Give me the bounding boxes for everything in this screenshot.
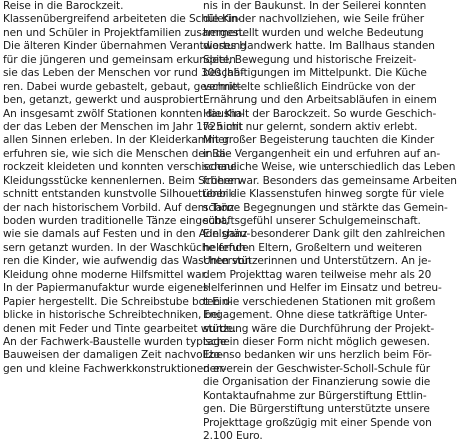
text-line: Papier hergestellt. Die Schreibstube bot Ein-	[3, 295, 232, 308]
text-line: beschäftigungen im Mittelpunkt. Die Küche	[203, 67, 427, 80]
text-line: tage in dieser Form nicht möglich gewesen.	[203, 335, 430, 348]
text-line: Haushalt der Barockzeit. So wurde Geschich-	[203, 107, 437, 120]
text-line: te nicht nur gelernt, sondern aktiv erlebt.	[203, 120, 418, 133]
text-line: gen. Die Bürgerstiftung unterstützte unsere	[203, 403, 430, 416]
text-line: denen mit Feder und Tinte gearbeitet wurde.	[3, 322, 237, 335]
article-column-left	[3, 0, 252, 400]
text-line: ten die verschiedenen Stationen mit großem	[203, 295, 436, 308]
text-line: sern getanzt wurden. In der Waschküche erfuh-	[3, 241, 250, 254]
text-line: Projekttage großzügig mit einer Spende von	[203, 416, 432, 429]
text-line: erfuhren sie, wie sich die Menschen der Ba-	[3, 147, 230, 160]
text-line: Die älteren Kinder übernahmen Verantwortung	[3, 40, 247, 53]
text-line: wie sie damals auf Festen und in den Adelshäu-	[3, 228, 251, 241]
text-line: für die jüngeren und gemeinsam erkundeten	[3, 53, 236, 66]
article-column-right	[203, 0, 457, 442]
text-line: dem Projekttag waren teilweise mehr als 20	[203, 268, 432, 281]
text-line: ben, getanzt, gewerkt und ausprobiert.	[3, 94, 207, 107]
text-line: ren die Kinder, wie aufwendig das Waschen von	[3, 255, 252, 268]
text-line: vermittelte schließlich Eindrücke von der	[203, 80, 416, 93]
text-line: der das Leben der Menschen im Jahr 1725 mit	[3, 120, 243, 133]
text-line: schöne Begegnungen und stärkte das Gemein-	[203, 201, 448, 214]
text-line: früher war. Besonders das gemeinsame Arbeiten	[203, 174, 457, 187]
text-line: Ein ganz besonderer Dank gilt den zahlreichen	[203, 228, 446, 241]
paragraph	[3, 282, 237, 376]
paragraph	[203, 134, 457, 228]
paragraph	[203, 0, 437, 134]
text-line: schnitt entstanden kunstvolle Silhouettenbil-	[3, 188, 236, 201]
text-line: helfenden Eltern, Großeltern und weiteren	[203, 241, 423, 254]
text-line: die Kinder nachvollziehen, wie Seile früher	[203, 13, 424, 26]
text-line: dieses Handwerk hatte. Im Ballhaus standen	[203, 40, 435, 53]
text-line: schauliche Weise, wie unterschiedlich das Leben	[203, 161, 456, 174]
text-line: über die Klassenstufen hinweg sorgte für viele	[203, 188, 445, 201]
text-line: Engagement. Ohne diese tatkräftige Unter-	[203, 309, 428, 322]
text-line: 2.100 Euro.	[203, 430, 263, 442]
text-line: schaftsgefühl unserer Schulgemeinschaft.	[203, 215, 421, 227]
paragraph	[3, 107, 252, 283]
paragraph	[203, 228, 446, 349]
text-line: nen und Schüler in Projektfamilien zusammen.	[3, 26, 245, 39]
text-line: boden wurden traditionelle Tänze eingeübt,	[3, 215, 229, 227]
text-line: Bauweisen der damaligen Zeit nachvollzo-	[3, 349, 224, 362]
text-line: Reise in die Barockzeit.	[3, 0, 124, 12]
text-line: An der Fachwerk-Baustelle wurden typische	[3, 335, 230, 348]
text-line: Mit großer Begeisterung tauchten die Kinder	[203, 134, 435, 147]
paragraph	[203, 349, 432, 443]
text-line: derverein der Geschwister-Scholl-Schule für	[203, 362, 430, 375]
text-line: Kleidungsstücke kennenlernen. Beim Scheren-	[3, 174, 245, 187]
text-line: gen und kleine Fachwerkkonstruktionen er-	[3, 362, 227, 375]
text-line: Kontaktaufnahme zur Bürgerstiftung Ettlin-	[203, 389, 427, 402]
paragraph	[3, 0, 198, 13]
text-line: rockzeit kleideten und konnten verschiedene	[3, 161, 237, 174]
text-line: nis in der Baukunst. In der Seilerei konnten	[203, 0, 427, 12]
text-line: Helferinnen und Helfer im Einsatz und betreu-	[203, 282, 442, 295]
text-line: Unterstützerinnen und Unterstützern. An je-	[203, 255, 432, 268]
text-line: An insgesamt zwölf Stationen konnten die Kin-	[3, 107, 245, 120]
text-line: allen Sinnen erleben. In der Kleiderkammer	[3, 134, 229, 147]
text-line: Ernährung und den Arbeitsabläufen in einem	[203, 94, 437, 107]
text-line: Kleidung ohne moderne Hilfsmittel war.	[3, 268, 209, 281]
text-line: In der Papiermanufaktur wurde eigenes	[3, 282, 209, 295]
paragraph	[3, 13, 247, 107]
text-line: Ebenso bedanken wir uns herzlich beim För-	[203, 349, 432, 362]
text-line: sie das Leben der Menschen vor rund 300 Jah-	[3, 67, 244, 80]
text-line: in die Vergangenheit ein und erfuhren auf an-	[203, 147, 441, 160]
text-line: die Organisation der Finanzierung sowie die	[203, 376, 431, 389]
text-line: hergestellt wurden und welche Bedeutung	[203, 26, 424, 39]
text-line: der nach historischem Vorbild. Auf dem Tanz-	[3, 201, 238, 214]
text-line: Spiel, Bewegung und historische Freizeit-	[203, 53, 417, 66]
text-line: blicke in historische Schreibtechniken, bei	[3, 309, 221, 322]
text-line: stützung wäre die Durchführung der Projekt-	[203, 322, 435, 335]
text-line: Klassenübergreifend arbeiteten die Schülerin-	[3, 13, 242, 26]
text-line: ren. Dabei wurde gebastelt, gebaut, geschrie-	[3, 80, 242, 93]
